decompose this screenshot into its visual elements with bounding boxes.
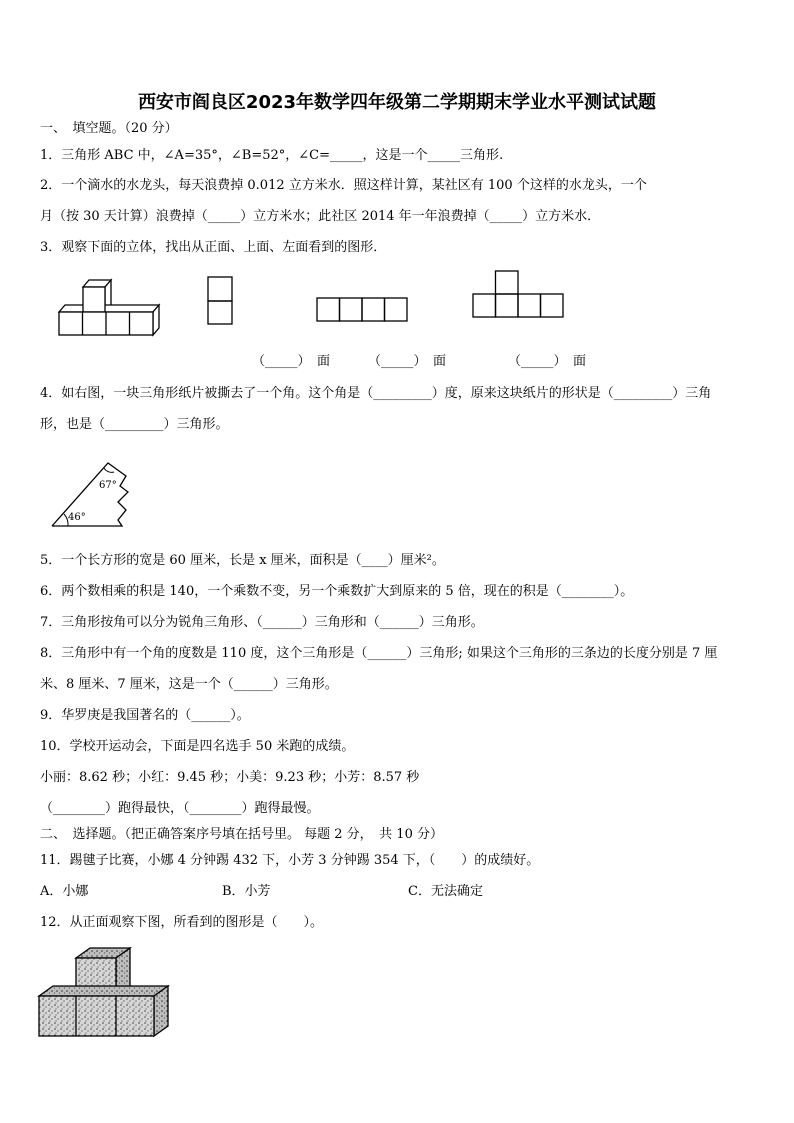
question-12: 12．从正面观察下图，所看到的图形是（ ）。: [40, 915, 324, 930]
question-7: 7．三角形按角可以分为锐角三角形、（______）三角形和（______）三角形。: [40, 615, 484, 630]
question-6: 6．两个数相乘的积是 140，一个乘数不变，另一个乘数扩大到原来的 5 倍，现在的积是（________）。: [40, 584, 634, 599]
section-multiple-choice: 二、 选择题。（把正确答案序号填在括号里。 每题 2 分， 共 10 分）: [40, 827, 443, 842]
question-11-option-b: B．小芳: [222, 884, 271, 899]
question-10-data: 小丽：8.62 秒；小红：9.45 秒；小美：9.23 秒；小芳：8.57 秒: [40, 770, 420, 785]
question-1: 1．三角形 ABC 中，∠A=35°，∠B=52°，∠C=_____，这是一个_____三角形.: [40, 148, 504, 163]
solid-cubes-figure: [55, 275, 170, 337]
page-title: 西安市阎良区2023年数学四年级第二学期期末学业水平测试试题: [137, 92, 657, 113]
view-answer-blank-2: （_____） 面: [368, 354, 447, 369]
question-8-line-1: 8．三角形中有一个角的度数是 110 度，这个三角形是（______）三角形; 如果这个三角形的三条边的长度分别是 7 厘: [40, 646, 718, 661]
question-2-line-2: 月（按 30 天计算）浪费掉（_____）立方米水；此社区 2014 年一年浪费掉（_____）立方米水．: [40, 209, 601, 224]
view-figure-2: [314, 297, 410, 323]
section-fill-in: 一、 填空题。（20 分）: [40, 121, 178, 136]
question-8-line-2: 米、8 厘米、7 厘米，这是一个（______）三角形。: [40, 677, 338, 692]
angle-46-label: 46°: [68, 512, 86, 523]
question-11: 11．踢毽子比赛，小娜 4 分钟踢 432 下，小芳 3 分钟踢 354 下，（ ）的成绩好。: [40, 853, 540, 868]
question-5: 5．一个长方形的宽是 60 厘米，长是 x 厘米，面积是（____）厘米²。: [40, 553, 445, 568]
speckled-cubes-figure: [36, 944, 172, 1040]
view-figure-3: [470, 270, 568, 320]
question-2-line-1: 2．一个滴水的水龙头，每天浪费掉 0.012 立方米水．照这样计算，某社区有 100 个这样的水龙头，一个: [40, 178, 647, 193]
question-10-blanks: （________）跑得最快，（________）跑得最慢。: [40, 801, 320, 816]
question-11-option-c: C．无法确定: [408, 884, 483, 899]
view-figure-1: [205, 276, 235, 326]
question-4-line-1: 4．如右图，一块三角形纸片被撕去了一个角。这个角是（_________）度，原来这块纸片的形状是（_________）三角: [40, 386, 712, 401]
question-9: 9．华罗庚是我国著名的（______）。: [40, 708, 250, 723]
question-3: 3．观察下面的立体，找出从正面、上面、左面看到的图形．: [40, 240, 387, 255]
question-10: 10．学校开运动会，下面是四名选手 50 米跑的成绩。: [40, 739, 355, 754]
view-answer-blank-3: （_____） 面: [508, 354, 587, 369]
question-11-option-a: A．小娜: [40, 884, 89, 899]
view-answer-blank-1: （_____） 面: [252, 354, 331, 369]
torn-triangle-figure: [48, 458, 138, 530]
angle-67-label: 67°: [99, 480, 117, 491]
question-4-line-2: 形，也是（_________）三角形。: [40, 417, 229, 432]
